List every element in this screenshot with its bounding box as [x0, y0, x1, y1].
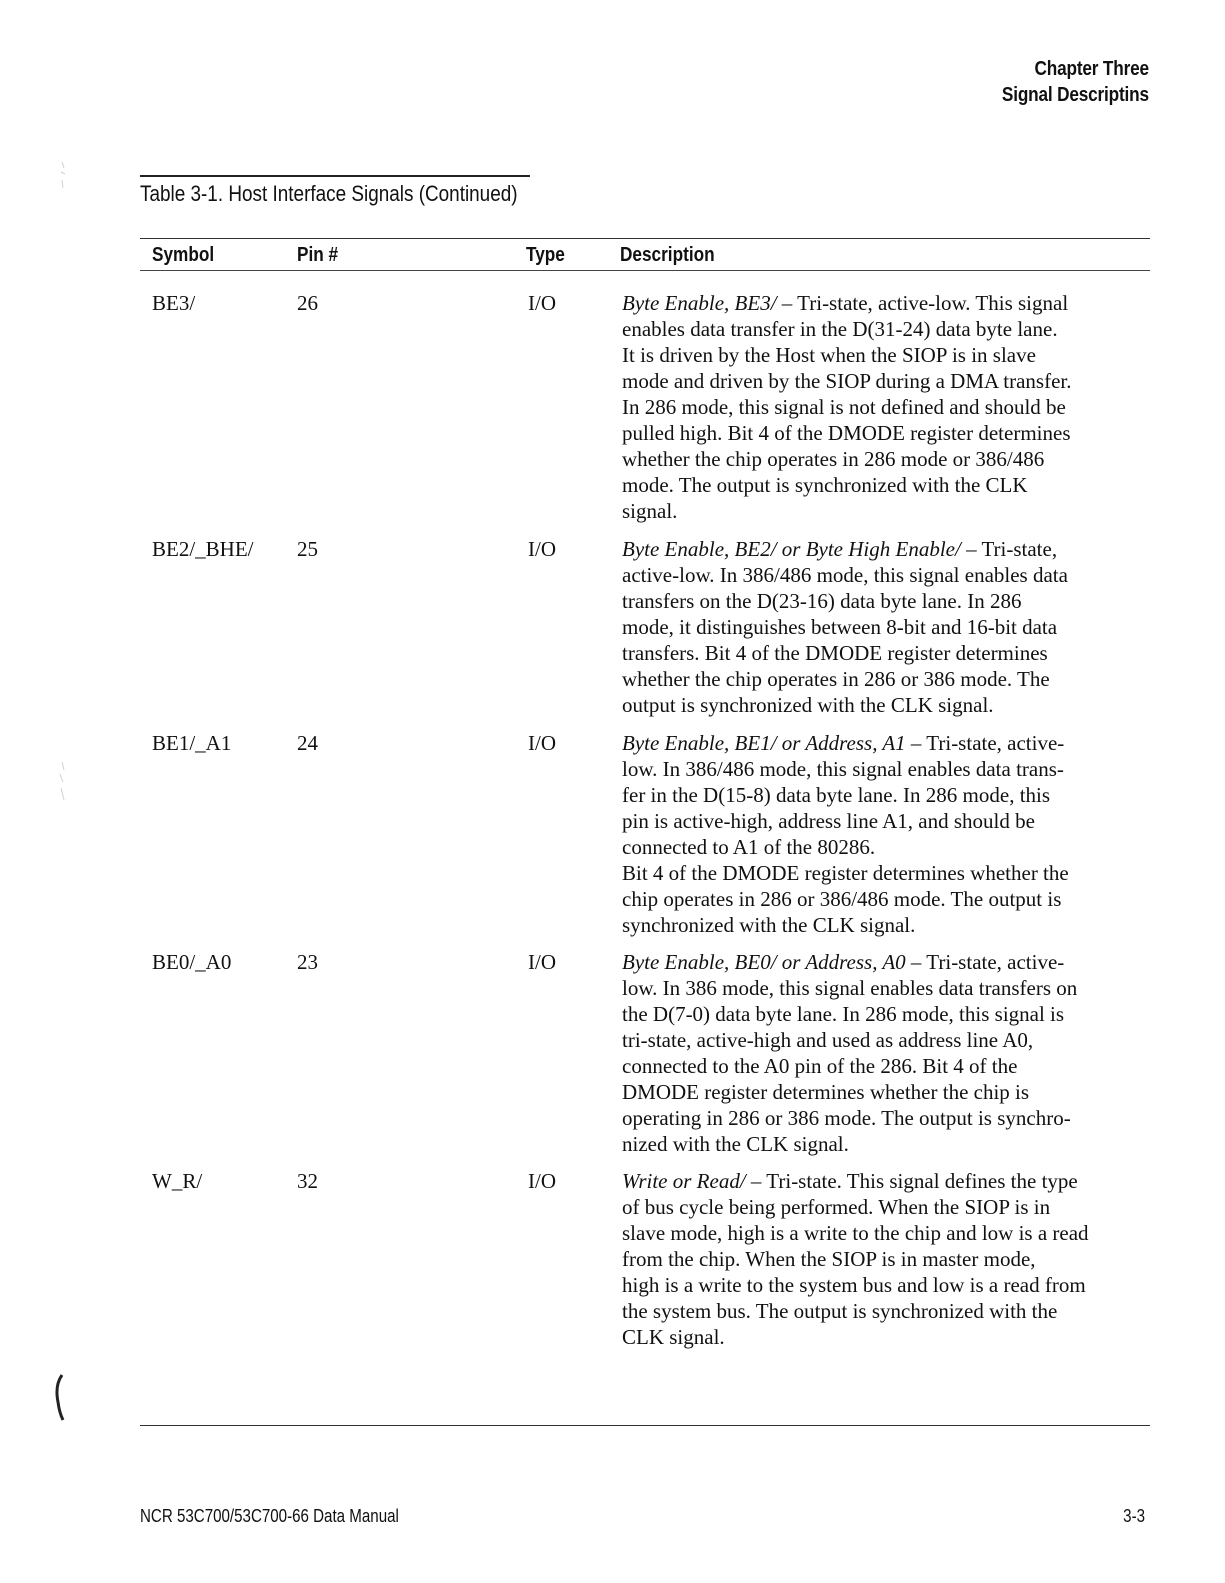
signal-symbol: W_R/ [152, 1169, 203, 1193]
caption-rule [140, 175, 530, 177]
description-line: of bus cycle being performed. When the SIOP is in [622, 1195, 1051, 1219]
column-header-symbol: Symbol [152, 244, 215, 266]
description-line: the D(7-0) data byte lane. In 286 mode, this signal is [622, 1002, 1065, 1026]
description-line: transfers. Bit 4 of the DMODE register determines [622, 641, 1048, 665]
description-line: enables data transfer in the D(31-24) data byte lane. [622, 317, 1058, 341]
description-line: CLK signal. [622, 1325, 725, 1349]
section-title: Signal Descriptins [1002, 84, 1149, 106]
signal-description [622, 730, 1152, 938]
pin-number: 25 [297, 537, 318, 561]
signal-type: I/O [528, 950, 556, 974]
column-header-type: Type [526, 244, 565, 266]
description-line: chip operates in 286 or 386/486 mode. The output is [622, 887, 1062, 911]
description-line: slave mode, high is a write to the chip and low is a read [622, 1221, 1089, 1245]
description-line: mode. The output is synchronized with the CLK [622, 473, 1028, 497]
running-header [1002, 56, 1149, 108]
table-top-rule [140, 238, 1150, 239]
scan-speck-middle [54, 760, 70, 810]
description-line: whether the chip operates in 286 or 386 mode. The [622, 667, 1050, 691]
description-line: active-low. In 386/486 mode, this signal enables data [622, 563, 1068, 587]
description-line: low. In 386/486 mode, this signal enables data trans- [622, 757, 1064, 781]
signal-type: I/O [528, 731, 556, 755]
signal-type: I/O [528, 537, 556, 561]
pin-number: 23 [297, 950, 318, 974]
description-line: transfers on the D(23-16) data byte lane. In 286 [622, 589, 1022, 613]
table-bottom-rule [140, 1425, 1150, 1426]
description-line: whether the chip operates in 286 mode or 386/486 [622, 447, 1045, 471]
chapter-title: Chapter Three [1034, 58, 1149, 80]
scan-mark-bottom [50, 1372, 70, 1422]
description-line: – Tri-state, active-low. This signal [776, 291, 1069, 315]
description-lead: Byte Enable, BE0/ or Address, A0 [622, 950, 906, 974]
description-line: pin is active-high, address line A1, and should be [622, 809, 1035, 833]
description-line: tri-state, active-high and used as address line A0, [622, 1028, 1034, 1052]
description-line: high is a write to the system bus and low is a read from [622, 1273, 1086, 1297]
description-lead: Byte Enable, BE1/ or Address, A1 [622, 731, 906, 755]
signal-symbol: BE1/_A1 [152, 731, 232, 755]
description-lead: Write or Read/ [622, 1169, 746, 1193]
description-line: Bit 4 of the DMODE register determines whether the [622, 861, 1069, 885]
pin-number: 24 [297, 731, 318, 755]
description-line: the system bus. The output is synchronized with the [622, 1299, 1058, 1323]
signal-symbol: BE2/_BHE/ [152, 537, 254, 561]
column-header-description: Description [620, 244, 715, 266]
description-line: – Tri-state, active- [905, 731, 1065, 755]
description-line: In 286 mode, this signal is not defined and should be [622, 395, 1066, 419]
description-line: It is driven by the Host when the SIOP is in slave [622, 343, 1036, 367]
description-line: fer in the D(15-8) data byte lane. In 286 mode, this [622, 783, 1051, 807]
scan-speck-top [56, 160, 70, 196]
description-line: – Tri-state, [960, 537, 1058, 561]
pin-number: 26 [297, 291, 318, 315]
description-line: low. In 386 mode, this signal enables data transfers on [622, 976, 1078, 1000]
description-line: operating in 286 or 386 mode. The output is synchro- [622, 1106, 1071, 1130]
description-line: – Tri-state, active- [905, 950, 1065, 974]
description-line: mode and driven by the SIOP during a DMA transfer. [622, 369, 1072, 393]
signal-type: I/O [528, 1169, 556, 1193]
description-line: mode, it distinguishes between 8-bit and 16-bit data [622, 615, 1058, 639]
signal-symbol: BE0/_A0 [152, 950, 232, 974]
table-caption: Table 3-1. Host Interface Signals (Continued) [140, 181, 518, 206]
page-number: 3-3 [1123, 1506, 1145, 1526]
description-line: pulled high. Bit 4 of the DMODE register determines [622, 421, 1071, 445]
signal-description [622, 949, 1152, 1157]
signal-description [622, 1168, 1152, 1350]
description-lead: Byte Enable, BE2/ or Byte High Enable/ [622, 537, 961, 561]
description-line: – Tri-state. This signal defines the type [745, 1169, 1078, 1193]
table-header-rule [140, 270, 1150, 271]
signal-description [622, 290, 1152, 524]
signal-description [622, 536, 1152, 718]
column-header-pin: Pin # [297, 244, 339, 266]
signal-symbol: BE3/ [152, 291, 196, 315]
description-line: synchronized with the CLK signal. [622, 913, 916, 937]
description-line: from the chip. When the SIOP is in master mode, [622, 1247, 1036, 1271]
description-line: connected to the A0 pin of the 286. Bit 4 of the [622, 1054, 1018, 1078]
footer-manual-title: NCR 53C700/53C700-66 Data Manual [140, 1506, 399, 1526]
description-line: nized with the CLK signal. [622, 1132, 849, 1156]
description-line: signal. [622, 499, 678, 523]
description-line: connected to A1 of the 80286. [622, 835, 876, 859]
description-lead: Byte Enable, BE3/ [622, 291, 777, 315]
description-line: DMODE register determines whether the chip is [622, 1080, 1030, 1104]
pin-number: 32 [297, 1169, 318, 1193]
signal-type: I/O [528, 291, 556, 315]
description-line: output is synchronized with the CLK signal. [622, 693, 994, 717]
